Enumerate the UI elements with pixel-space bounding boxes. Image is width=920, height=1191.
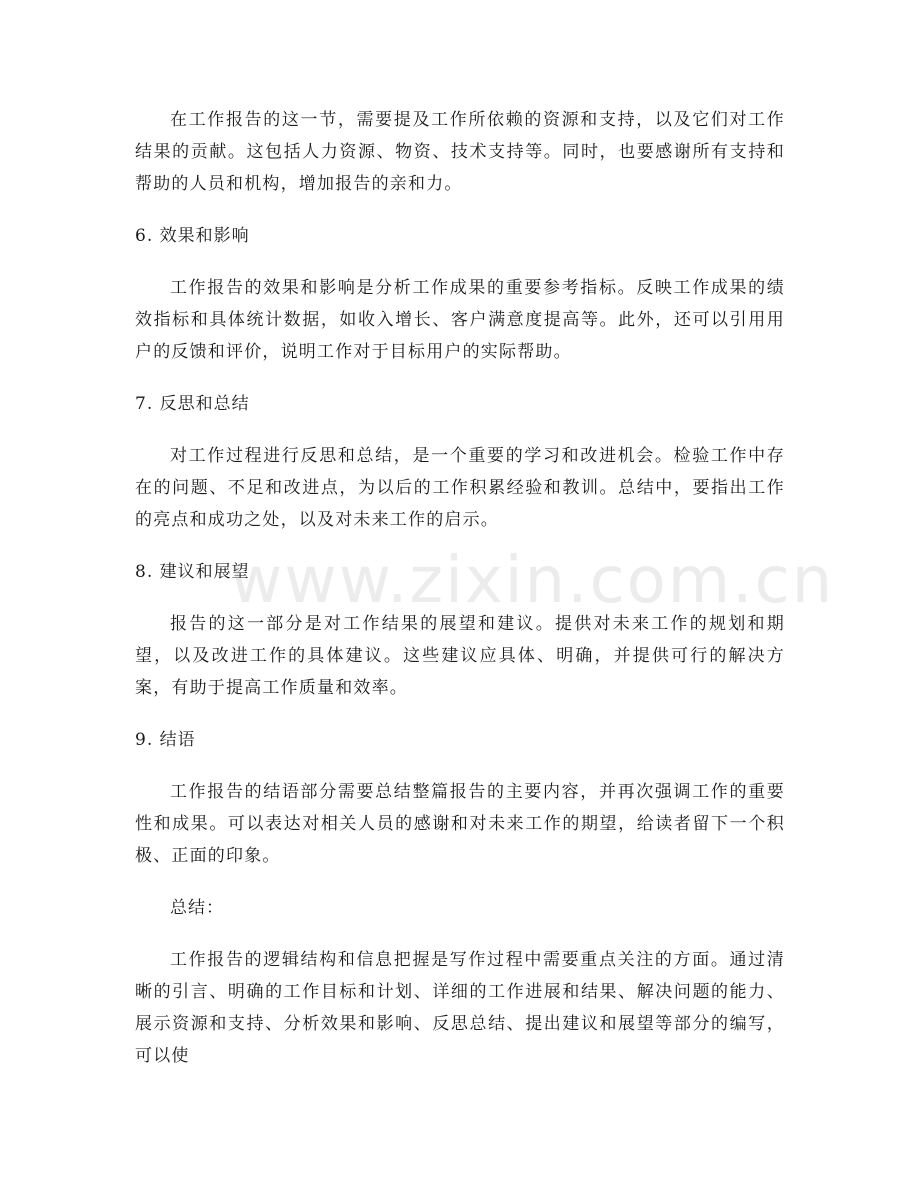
paragraph-effects: 工作报告的效果和影响是分析工作成果的重要参考指标。反映工作成果的绩效指标和具体统计数据，如收入增长、客户满意度提高等。此外，还可以引用用户的反馈和评价，说明工作对于目标用户的实际帮助。	[135, 278, 785, 362]
paragraph-reflection: 对工作过程进行反思和总结，是一个重要的学习和改进机会。检验工作中存在的问题、不足和改进点，为以后的工作积累经验和教训。总结中，要指出工作的亮点和成功之处，以及对未来工作的启示。	[135, 446, 785, 530]
paragraph-summary: 工作报告的逻辑结构和信息把握是写作过程中需要重点关注的方面。通过清晰的引言、明确的工作目标和计划、详细的工作进展和结果、解决问题的能力、展示资源和支持、分析效果和影响、反思总结、提出建议和展望等部分的编写，可以使	[135, 950, 785, 1066]
heading-reflection: 7. 反思和总结	[135, 394, 250, 414]
watermark-text: www.zixin.com.cn	[230, 544, 835, 618]
paragraph-suggestions: 报告的这一部分是对工作结果的展望和建议。提供对未来工作的规划和期望，以及改进工作的具体建议。这些建议应具体、明确，并提供可行的解决方案，有助于提高工作质量和效率。	[135, 614, 785, 698]
heading-summary: 总结：	[170, 898, 224, 918]
heading-effects: 6. 效果和影响	[135, 226, 250, 246]
heading-suggestions: 8. 建议和展望	[135, 562, 250, 582]
heading-conclusion: 9. 结语	[135, 730, 196, 750]
paragraph-conclusion: 工作报告的结语部分需要总结整篇报告的主要内容，并再次强调工作的重要性和成果。可以表达对相关人员的感谢和对未来工作的期望，给读者留下一个积极、正面的印象。	[135, 782, 785, 866]
document-body	[135, 104, 785, 1092]
paragraph-resources: 在工作报告的这一节，需要提及工作所依赖的资源和支持，以及它们对工作结果的贡献。这包括人力资源、物资、技术支持等。同时，也要感谢所有支持和帮助的人员和机构，增加报告的亲和力。	[135, 110, 785, 194]
